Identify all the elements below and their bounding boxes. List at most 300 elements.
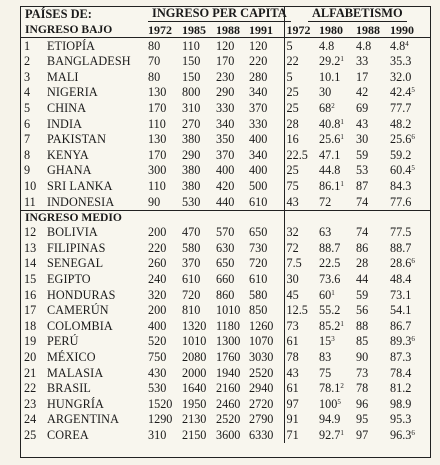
income-cell: 610 — [182, 272, 201, 286]
income-cell: 1640 — [182, 381, 207, 396]
income-cell: 120 — [249, 38, 268, 53]
country-name: INDIA — [47, 116, 83, 131]
income-cell: 290 — [182, 147, 201, 162]
footnote-marker: 3 — [331, 335, 335, 344]
country-name: COREA — [47, 427, 89, 442]
literacy-cell — [284, 303, 315, 319]
table-body — [21, 38, 430, 443]
income-literacy-table — [21, 7, 430, 443]
income-cell: 1010 — [216, 303, 241, 318]
table-row — [21, 147, 430, 163]
row-number: 15 — [24, 272, 37, 286]
literacy-value: 43 — [356, 116, 369, 131]
literacy-cell — [315, 287, 356, 303]
country-name: HONDURAS — [47, 287, 116, 302]
footnote-marker: 4 — [405, 39, 409, 48]
footnote-marker: 1 — [331, 288, 335, 297]
row-number: 16 — [24, 287, 37, 302]
income-cell: 150 — [182, 54, 201, 69]
literacy-cell — [386, 225, 430, 241]
country-name: BOLIVIA — [47, 225, 98, 240]
literacy-cell — [356, 69, 386, 85]
footnote-marker: 1 — [340, 133, 344, 142]
income-cell: 340 — [216, 116, 235, 131]
income-cell: 400 — [148, 318, 167, 333]
literacy-cell — [284, 194, 315, 210]
income-cell: 150 — [182, 69, 201, 84]
table-row — [21, 303, 430, 319]
literacy-cell — [284, 365, 315, 381]
footnote-marker: 2 — [340, 382, 344, 391]
income-cell: 220 — [249, 54, 268, 69]
literacy-cell — [356, 240, 386, 256]
income-cell: 720 — [249, 256, 268, 271]
literacy-value: 42 — [356, 85, 369, 100]
income-cell: 580 — [249, 287, 268, 302]
literacy-value: 60.4 — [390, 163, 412, 178]
literacy-cell — [284, 427, 315, 443]
country-name: ETIOPÍA — [47, 38, 96, 53]
literacy-value: 90 — [356, 349, 369, 364]
income-cell: 340 — [249, 147, 268, 162]
literacy-value: 85 — [356, 334, 369, 349]
table-row — [21, 380, 430, 396]
table-row — [21, 412, 430, 428]
row-number: 2 — [24, 54, 31, 69]
income-cell: 2720 — [249, 396, 274, 411]
income-cell: 170 — [148, 101, 167, 116]
literacy-value: 77.6 — [390, 194, 412, 209]
literacy-cell — [356, 85, 386, 101]
literacy-cell — [284, 287, 315, 303]
literacy-value: 22.5 — [319, 256, 341, 271]
literacy-value: 25.6 — [319, 132, 341, 147]
literacy-cell — [386, 271, 430, 287]
income-cell: 290 — [216, 85, 235, 100]
literacy-value: 5 — [286, 69, 293, 84]
table-row — [21, 85, 430, 101]
income-cell: 370 — [249, 101, 268, 116]
income-cell: 350 — [216, 132, 235, 147]
literacy-value: 72 — [319, 194, 332, 209]
literacy-cell — [315, 132, 356, 148]
literacy-cell — [386, 334, 430, 350]
country-name: INDONESIA — [47, 194, 115, 209]
literacy-cell — [284, 85, 315, 101]
literacy-value: 86 — [356, 240, 369, 255]
literacy-cell — [356, 271, 386, 287]
literacy-cell — [356, 349, 386, 365]
table-row — [21, 194, 430, 210]
row-number: 9 — [24, 163, 31, 178]
table-row — [21, 256, 430, 272]
literacy-value: 35.3 — [390, 54, 412, 69]
income-cell: 200 — [148, 303, 167, 318]
literacy-cell — [386, 100, 430, 116]
literacy-value: 25 — [286, 163, 299, 178]
literacy-cell — [315, 116, 356, 132]
income-cell: 3600 — [216, 427, 241, 442]
country-name: FILIPINAS — [47, 240, 106, 255]
literacy-cell — [386, 380, 430, 396]
literacy-value: 78.1 — [319, 381, 341, 396]
literacy-value: 59 — [356, 287, 369, 302]
literacy-year-header: 1988 — [356, 22, 386, 38]
income-cell: 330 — [249, 116, 268, 131]
income-cell: 90 — [148, 194, 161, 209]
literacy-value: 44 — [356, 272, 369, 286]
footnote-marker: 1 — [340, 117, 344, 126]
literacy-cell — [386, 412, 430, 428]
literacy-cell — [284, 225, 315, 241]
literacy-cell — [386, 303, 430, 319]
income-cell: 380 — [182, 163, 201, 178]
income-cell: 220 — [148, 240, 167, 255]
footnote-marker: 5 — [411, 86, 415, 95]
literacy-value: 25.6 — [390, 132, 412, 147]
income-year-header: 1988 — [216, 22, 249, 38]
income-cell: 170 — [148, 147, 167, 162]
table-row — [21, 365, 430, 381]
literacy-value: 22.5 — [286, 147, 308, 162]
literacy-value: 100 — [319, 396, 338, 411]
income-cell: 750 — [148, 349, 167, 364]
literacy-value: 48.2 — [390, 116, 412, 131]
section-row — [21, 210, 430, 225]
literacy-value: 25 — [286, 101, 299, 116]
row-number: 18 — [24, 318, 37, 333]
literacy-value: 68 — [319, 101, 332, 116]
income-cell: 610 — [249, 194, 268, 209]
literacy-value: 84.3 — [390, 179, 412, 194]
literacy-value: 43 — [286, 194, 299, 209]
literacy-cell — [284, 380, 315, 396]
table-row — [21, 287, 430, 303]
literacy-value: 77.5 — [390, 225, 412, 240]
literacy-value: 89.3 — [390, 334, 412, 349]
income-cell: 420 — [216, 179, 235, 194]
literacy-cell — [356, 365, 386, 381]
income-cell: 1260 — [249, 318, 274, 333]
literacy-value: 86.7 — [390, 318, 412, 333]
literacy-cell — [284, 147, 315, 163]
literacy-value: 7.5 — [286, 256, 302, 271]
footnote-marker: 1 — [340, 428, 344, 437]
literacy-value: 25 — [286, 85, 299, 100]
footnote-marker: 6 — [411, 428, 415, 437]
literacy-cell — [315, 69, 356, 85]
income-cell: 1760 — [216, 349, 241, 364]
country-name: PERÚ — [47, 334, 79, 349]
table-row — [21, 38, 430, 54]
table-row — [21, 349, 430, 365]
row-number: 12 — [24, 225, 37, 240]
row-number: 3 — [24, 69, 31, 84]
literacy-cell — [356, 163, 386, 179]
section-spacer — [284, 210, 430, 225]
literacy-cell — [386, 38, 430, 54]
literacy-value: 98.9 — [390, 396, 412, 411]
table-row — [21, 271, 430, 287]
literacy-value: 78.4 — [390, 365, 412, 380]
row-number: 21 — [24, 365, 37, 380]
income-cell: 260 — [148, 256, 167, 271]
literacy-value: 56 — [356, 303, 369, 318]
country-name: BRASIL — [47, 381, 91, 396]
literacy-value: 4.8 — [390, 38, 406, 53]
footnote-marker: 6 — [411, 335, 415, 344]
literacy-value: 59.2 — [390, 147, 412, 162]
literacy-cell — [315, 349, 356, 365]
literacy-value: 63 — [319, 225, 332, 240]
income-cell: 240 — [148, 272, 167, 286]
income-cell: 130 — [148, 85, 167, 100]
literacy-value: 61 — [286, 334, 299, 349]
literacy-value: 44.8 — [319, 163, 341, 178]
income-cell: 500 — [249, 179, 268, 194]
literacy-cell — [284, 69, 315, 85]
literacy-cell — [315, 271, 356, 287]
income-cell: 1300 — [216, 334, 241, 349]
literacy-cell — [315, 412, 356, 428]
income-cell: 2130 — [182, 412, 207, 427]
table-row — [21, 427, 430, 443]
income-cell: 330 — [216, 101, 235, 116]
literacy-cell — [386, 116, 430, 132]
literacy-value: 30 — [356, 132, 369, 147]
country-name: ARGENTINA — [47, 412, 119, 427]
row-number: 20 — [24, 349, 37, 364]
literacy-cell — [356, 54, 386, 70]
literacy-cell — [284, 163, 315, 179]
income-cell: 610 — [249, 272, 268, 286]
literacy-header — [284, 7, 430, 22]
literacy-value: 40.8 — [319, 116, 341, 131]
literacy-value: 75 — [286, 179, 299, 194]
literacy-cell — [386, 178, 430, 194]
literacy-value: 86.1 — [319, 179, 341, 194]
literacy-cell — [315, 100, 356, 116]
literacy-cell — [356, 412, 386, 428]
literacy-cell — [386, 240, 430, 256]
literacy-value: 53 — [356, 163, 369, 178]
table-row — [21, 132, 430, 148]
literacy-value: 72 — [286, 240, 299, 255]
income-cell: 1940 — [216, 365, 241, 380]
income-cell: 2000 — [182, 365, 207, 380]
table-row — [21, 396, 430, 412]
literacy-cell — [386, 85, 430, 101]
literacy-cell — [284, 318, 315, 334]
table-row — [21, 178, 430, 194]
literacy-value: 78 — [356, 381, 369, 396]
literacy-value: 10.1 — [319, 69, 341, 84]
income-cell: 3030 — [249, 349, 274, 364]
literacy-cell — [386, 396, 430, 412]
row-number: 1 — [24, 38, 31, 53]
literacy-value: 45 — [286, 287, 299, 302]
country-name: CAMERÚN — [47, 303, 109, 318]
row-number: 10 — [24, 179, 37, 194]
table-row — [21, 100, 430, 116]
income-cell: 380 — [182, 132, 201, 147]
income-cell: 2790 — [249, 412, 274, 427]
income-cell: 370 — [216, 147, 235, 162]
literacy-cell — [284, 396, 315, 412]
literacy-cell — [356, 132, 386, 148]
literacy-cell — [315, 178, 356, 194]
literacy-cell — [356, 334, 386, 350]
income-cell: 1320 — [182, 318, 207, 333]
income-cell: 310 — [148, 427, 167, 442]
income-cell: 80 — [148, 69, 161, 84]
literacy-value: 75 — [319, 365, 332, 380]
literacy-cell — [386, 54, 430, 70]
literacy-value: 97 — [356, 427, 369, 442]
literacy-value: 59 — [356, 147, 369, 162]
income-cell: 380 — [182, 179, 201, 194]
literacy-value: 77.7 — [390, 101, 412, 116]
income-cell: 110 — [148, 116, 166, 131]
literacy-value: 47.1 — [319, 147, 341, 162]
row-number: 17 — [24, 303, 37, 318]
literacy-cell — [284, 116, 315, 132]
literacy-cell — [315, 240, 356, 256]
literacy-value: 55.2 — [319, 303, 341, 318]
income-cell: 80 — [148, 38, 161, 53]
literacy-cell — [284, 100, 315, 116]
income-cell: 400 — [249, 132, 268, 147]
income-cell: 2520 — [249, 365, 274, 380]
literacy-cell — [386, 318, 430, 334]
income-cell: 2460 — [216, 396, 241, 411]
income-cell: 430 — [148, 365, 167, 380]
literacy-cell — [356, 116, 386, 132]
row-number: 4 — [24, 85, 31, 100]
footnote-marker: 2 — [331, 102, 335, 111]
income-cell: 370 — [182, 256, 201, 271]
countries-header: PAÍSES DE: — [25, 7, 92, 22]
income-cell: 730 — [249, 240, 268, 255]
literacy-value: 85.2 — [319, 318, 341, 333]
income-cell: 320 — [148, 287, 167, 302]
income-cell: 1180 — [216, 318, 240, 333]
literacy-value: 73 — [356, 365, 369, 380]
literacy-value: 17 — [356, 69, 369, 84]
literacy-cell — [284, 271, 315, 287]
literacy-value: 74 — [356, 194, 369, 209]
footnote-marker: 5 — [411, 164, 415, 173]
literacy-value: 73.1 — [390, 287, 412, 302]
literacy-cell — [315, 427, 356, 443]
literacy-cell — [315, 147, 356, 163]
income-cell: 1070 — [249, 334, 274, 349]
income-cell: 650 — [249, 225, 268, 240]
literacy-cell — [386, 69, 430, 85]
country-name: SRI LANKA — [47, 179, 113, 194]
literacy-cell — [356, 178, 386, 194]
row-number: 7 — [24, 132, 31, 147]
literacy-cell — [356, 303, 386, 319]
literacy-cell — [284, 38, 315, 54]
income-header-label: INGRESO PER CAPITA — [148, 7, 291, 21]
income-cell: 110 — [148, 179, 166, 194]
footnote-marker: 1 — [340, 319, 344, 328]
income-cell: 800 — [182, 85, 201, 100]
country-name: GHANA — [47, 163, 92, 178]
income-cell: 400 — [216, 163, 235, 178]
table-row — [21, 69, 430, 85]
literacy-cell — [315, 334, 356, 350]
literacy-cell — [315, 303, 356, 319]
literacy-cell — [386, 349, 430, 365]
literacy-cell — [386, 132, 430, 148]
literacy-value: 32 — [286, 225, 299, 240]
literacy-value: 12.5 — [286, 303, 308, 318]
income-cell: 660 — [216, 272, 235, 286]
literacy-cell — [386, 365, 430, 381]
literacy-value: 81.2 — [390, 381, 412, 396]
row-number: 5 — [24, 101, 31, 116]
row-number: 14 — [24, 256, 37, 271]
income-cell: 2160 — [216, 381, 241, 396]
income-cell: 2150 — [182, 427, 207, 442]
literacy-value: 30 — [319, 85, 332, 100]
literacy-cell — [356, 427, 386, 443]
table-row — [21, 54, 430, 70]
income-cell: 170 — [216, 54, 235, 69]
literacy-value: 96 — [356, 396, 369, 411]
literacy-cell — [356, 38, 386, 54]
income-header — [148, 6, 287, 22]
income-cell: 340 — [249, 85, 268, 100]
country-name: MALI — [47, 69, 79, 84]
header-row-groups — [21, 7, 430, 22]
literacy-cell — [356, 100, 386, 116]
literacy-cell — [315, 396, 356, 412]
table-row — [21, 240, 430, 256]
footnote-marker: 6 — [411, 133, 415, 142]
literacy-cell — [356, 225, 386, 241]
income-cell: 1010 — [182, 334, 207, 349]
section-label-low-income: INGRESO BAJO — [21, 22, 148, 38]
literacy-value: 88.7 — [319, 240, 341, 255]
income-year-header: 1985 — [182, 22, 216, 38]
income-cell: 2080 — [182, 349, 207, 364]
literacy-value: 71 — [286, 427, 299, 442]
income-cell: 530 — [148, 381, 167, 396]
literacy-value: 87 — [356, 179, 369, 194]
literacy-cell — [356, 380, 386, 396]
country-name: MALASIA — [47, 365, 104, 380]
country-name: CHINA — [47, 101, 87, 116]
row-number: 22 — [24, 381, 37, 396]
table-row — [21, 163, 430, 179]
literacy-value: 74 — [356, 225, 369, 240]
table-row — [21, 116, 430, 132]
literacy-value: 87.3 — [390, 349, 412, 364]
literacy-cell — [315, 318, 356, 334]
literacy-cell — [315, 163, 356, 179]
literacy-cell — [284, 132, 315, 148]
literacy-value: 22 — [286, 54, 299, 69]
country-name: HUNGRÍA — [47, 396, 104, 411]
table-row — [21, 334, 430, 350]
literacy-cell — [315, 380, 356, 396]
income-year-header: 1972 — [148, 22, 182, 38]
income-cell: 230 — [216, 69, 235, 84]
literacy-value: 54.1 — [390, 303, 412, 318]
